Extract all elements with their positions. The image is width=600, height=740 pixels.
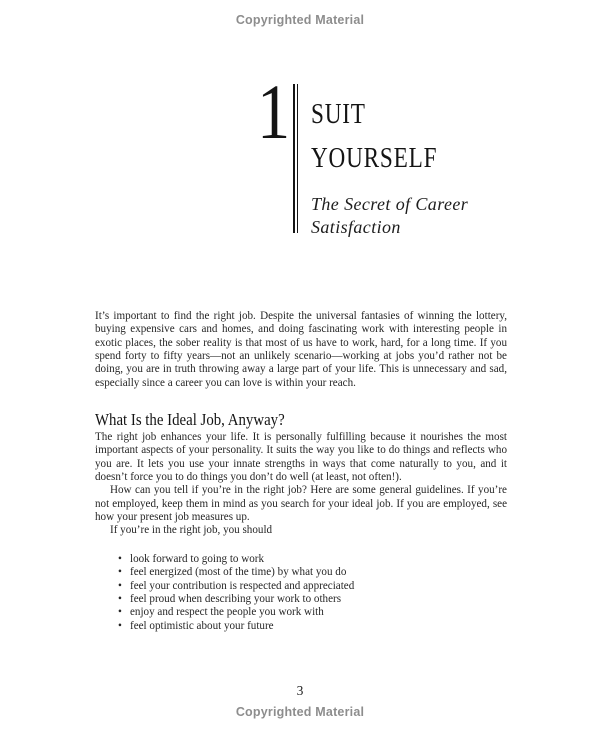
copyright-notice-bottom: Copyrighted Material xyxy=(235,705,365,719)
bullet-icon: • xyxy=(118,566,122,579)
bullet-icon: • xyxy=(118,592,122,605)
list-item xyxy=(118,620,507,633)
list-item xyxy=(118,553,507,566)
chapter-subtitle-line2: Satisfaction xyxy=(311,217,401,237)
bullet-icon: • xyxy=(118,619,122,632)
list-intro-line: If you’re in the right job, you should xyxy=(110,524,273,537)
bullet-icon: • xyxy=(118,579,122,592)
list-item xyxy=(118,566,507,579)
chapter-subtitle-line1: The Secret of Career xyxy=(311,194,469,214)
chapter-title-line1: SUIT xyxy=(311,98,366,130)
body-text xyxy=(95,310,507,633)
copyright-notice-top: Copyrighted Material xyxy=(235,13,365,27)
list-item-text: enjoy and respect the people you work with xyxy=(130,606,324,619)
chapter-number: 1 xyxy=(257,68,291,155)
bullet-icon: • xyxy=(118,552,122,565)
list-item-text: feel energized (most of the time) by what you do xyxy=(130,566,347,579)
list-item xyxy=(118,606,507,619)
list-item xyxy=(118,580,507,593)
chapter-divider-rule xyxy=(293,84,298,233)
section-heading: What Is the Ideal Job, Anyway? xyxy=(95,410,285,430)
list-item-text: feel proud when describing your work to others xyxy=(130,592,342,605)
chapter-title xyxy=(311,92,469,180)
list-item-text: feel your contribution is respected and appreciated xyxy=(130,579,355,592)
list-item xyxy=(118,593,507,606)
list-item-text: feel optimistic about your future xyxy=(130,619,274,632)
list-item-text: look forward to going to work xyxy=(130,552,265,565)
bullet-icon: • xyxy=(118,606,122,619)
page-number: 3 xyxy=(296,683,304,698)
ideal-job-paragraph: The right job enhances your life. It is personally fulfilling because it nourishes the most important aspects of your personality. It suits the way you like to do things and reflects who you are. It lets you use your innate strengths in ways that come naturally to you, and it doesn’t force you to do things you don’t do well (at least, not often!). xyxy=(95,431,507,484)
chapter-subtitle xyxy=(311,193,468,239)
chapter-title-line2: YOURSELF xyxy=(311,142,438,174)
guidelines-paragraph: How can you tell if you’re in the right job? Here are some general guidelines. If you’re not employed, keep them in mind as you search for your ideal job. If you are employed, see how your present job measures up. xyxy=(95,484,507,524)
guidelines-list xyxy=(95,553,507,633)
intro-paragraph: It’s important to find the right job. Despite the universal fantasies of winning the lottery, buying expensive cars and homes, and doing fascinating work with interesting people in exotic places, the sober reality is that most of us have to work, hard, for a long time. If you spend forty to fifty years—not an unlikely scenario—working at jobs you’d rather not be doing, you are in truth throwing away a large part of your life. This is unnecessary and sad, especially since a career you can love is within your reach. xyxy=(95,310,507,389)
